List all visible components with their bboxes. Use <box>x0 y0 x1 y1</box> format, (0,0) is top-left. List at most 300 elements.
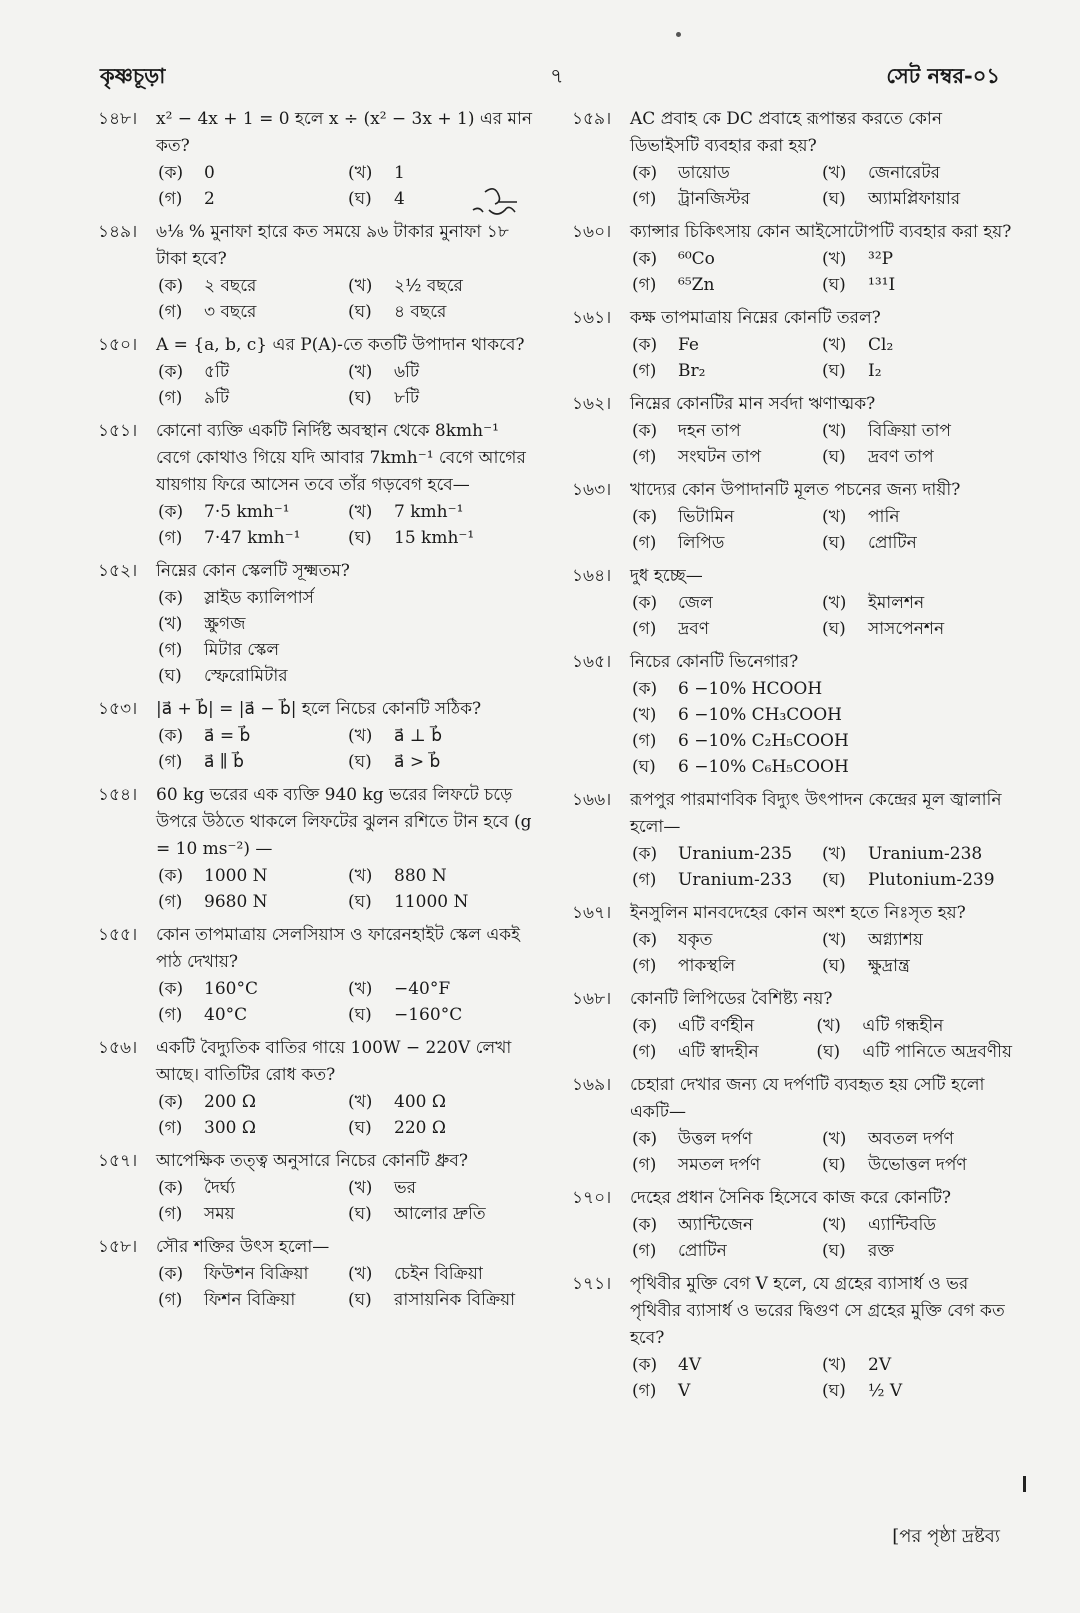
option-text: পানি <box>868 507 900 527</box>
option-label: (গ) <box>632 361 657 381</box>
option-text: স্ফেরোমিটার <box>204 666 288 686</box>
option-item <box>158 663 538 689</box>
option-text: ২ বছরে <box>204 276 257 296</box>
option-item <box>822 186 1012 212</box>
option-item <box>348 385 538 411</box>
question-text: দেহের প্রধান সৈনিক হিসেবে কাজ করে কোনটি? <box>630 1188 952 1208</box>
option-text: ২½ বছরে <box>394 276 463 296</box>
option-text: অগ্ন্যাশয় <box>868 930 923 950</box>
option-item <box>632 504 822 530</box>
option-text: উত্তল দর্পণ <box>678 1129 753 1149</box>
option-text: 1 <box>394 163 405 183</box>
question-item <box>98 696 538 775</box>
question-number: ১৭১। <box>572 1274 612 1294</box>
option-text: Br₂ <box>678 361 706 381</box>
option-text: 300 Ω <box>204 1118 256 1138</box>
option-text: 160°C <box>204 979 258 999</box>
option-label: (ক) <box>632 421 658 441</box>
options-grid <box>632 1212 1012 1264</box>
options-grid <box>632 1126 1012 1178</box>
option-label: (খ) <box>822 421 847 441</box>
continued-note: [পর পৃষ্ঠা দ্রষ্টব্য <box>892 1526 1000 1547</box>
option-label: (খ) <box>822 844 847 864</box>
question-text: নিম্নের কোনটির মান সর্বদা ঋণাত্মক? <box>630 394 876 414</box>
question-number: ১৫৭। <box>98 1151 138 1171</box>
option-item <box>348 160 538 186</box>
option-item <box>632 186 822 212</box>
option-text: এটি স্বাদহীন <box>678 1042 759 1062</box>
question-text: ক্যান্সার চিকিৎসায় কোন আইসোটোপটি ব্যবহার করা হয়? <box>630 222 1012 242</box>
option-item <box>632 332 822 358</box>
option-text: অবতল দর্পণ <box>868 1129 954 1149</box>
question-number: ১৪৮। <box>98 109 138 129</box>
option-item <box>632 246 822 272</box>
option-item <box>632 676 1012 702</box>
set-number: সেট নম্বর-০১ <box>886 63 1000 88</box>
option-label: (গ) <box>632 1241 657 1261</box>
option-item <box>822 272 1012 298</box>
question-text: কক্ষ তাপমাত্রায় নিম্নের কোনটি তরল? <box>630 308 881 328</box>
option-label: (খ) <box>348 1092 373 1112</box>
option-item <box>632 590 822 616</box>
option-label: (ঘ) <box>348 302 372 322</box>
option-label: (খ) <box>348 163 373 183</box>
option-label: (খ) <box>822 593 847 613</box>
question-item <box>572 649 1012 780</box>
option-label: (ক) <box>632 930 658 950</box>
question-text: কোন তাপমাত্রায় সেলসিয়াস ও ফারেনহাইট স্কেল একই পাঠ দেখায়? <box>156 925 521 972</box>
options-grid <box>632 841 1012 893</box>
option-label: (গ) <box>632 956 657 976</box>
option-text: অ্যামপ্লিফায়ার <box>868 189 961 209</box>
option-item <box>822 444 1012 470</box>
option-label: (গ) <box>632 447 657 467</box>
option-label: (গ) <box>632 731 657 751</box>
option-label: (গ) <box>632 189 657 209</box>
option-item <box>822 1212 1012 1238</box>
question-text: কোনটি লিপিডের বৈশিষ্ট্য নয়? <box>630 989 833 1009</box>
option-text: ৬টি <box>394 362 420 382</box>
question-number: ১৫০। <box>98 335 138 355</box>
option-item <box>158 1115 348 1141</box>
option-item <box>158 1201 348 1227</box>
question-item <box>572 563 1012 642</box>
option-text: 880 N <box>394 866 447 886</box>
option-text: 6 −10% CH₃COOH <box>678 705 843 725</box>
option-text: 9680 N <box>204 892 268 912</box>
option-text: −40°F <box>394 979 451 999</box>
options-grid <box>158 160 538 212</box>
option-label: (ঘ) <box>348 752 372 772</box>
option-text: ক্ষুদ্রান্ত্র <box>868 956 910 976</box>
option-item <box>348 186 538 212</box>
option-label: (গ) <box>632 1381 657 1401</box>
option-text: a⃗ > b⃗ <box>394 752 441 772</box>
options-grid <box>158 1089 538 1141</box>
option-text: স্ক্রুগজ <box>204 614 246 634</box>
option-text: এটি বর্ণহীন <box>678 1016 755 1036</box>
options-grid <box>632 927 1012 979</box>
option-label: (গ) <box>158 640 183 660</box>
option-item <box>158 749 348 775</box>
option-label: (গ) <box>632 533 657 553</box>
option-item <box>348 1115 538 1141</box>
option-label: (ক) <box>632 1355 658 1375</box>
option-text: সময় <box>204 1204 235 1224</box>
option-text: জেল <box>678 593 713 613</box>
option-label: (ক) <box>632 507 658 527</box>
option-text: রক্ত <box>868 1241 894 1261</box>
option-item <box>632 418 822 444</box>
question-number: ১৭০। <box>572 1188 612 1208</box>
option-text: ৮টি <box>394 388 420 408</box>
option-label: (খ) <box>348 1178 373 1198</box>
option-item <box>816 1013 1012 1039</box>
option-item <box>158 723 348 749</box>
option-item <box>158 160 348 186</box>
option-item <box>822 418 1012 444</box>
option-text: 1000 N <box>204 866 268 886</box>
question-item <box>572 305 1012 384</box>
option-label: (গ) <box>158 302 183 322</box>
option-text: Fe <box>678 335 699 355</box>
option-label: (খ) <box>822 507 847 527</box>
question-item <box>98 558 538 689</box>
option-label: (গ) <box>158 528 183 548</box>
option-label: (ক) <box>632 249 658 269</box>
margin-mark <box>1023 1476 1026 1492</box>
options-grid <box>632 418 1012 470</box>
option-label: (গ) <box>158 892 183 912</box>
option-item <box>822 246 1012 272</box>
option-text: ½ V <box>868 1381 903 1401</box>
option-label: (ক) <box>158 502 184 522</box>
options-grid <box>158 976 538 1028</box>
option-item <box>158 385 348 411</box>
question-item <box>572 391 1012 470</box>
option-label: (ক) <box>632 593 658 613</box>
option-text: চেইন বিক্রিয়া <box>394 1264 483 1284</box>
option-text: প্রোটিন <box>678 1241 727 1261</box>
option-label: (খ) <box>348 866 373 886</box>
option-text: ইমালশন <box>868 593 925 613</box>
question-item <box>98 1148 538 1227</box>
option-label: (ঘ) <box>822 870 846 890</box>
option-label: (খ) <box>822 1355 847 1375</box>
option-label: (ঘ) <box>348 1118 372 1138</box>
question-number: ১৬৯। <box>572 1075 612 1095</box>
option-text: প্রোটিন <box>868 533 917 553</box>
option-item <box>816 1039 1012 1065</box>
question-text: নিম্নের কোন স্কেলটি সূক্ষ্মতম? <box>156 561 350 581</box>
option-text: দহন তাপ <box>678 421 741 441</box>
question-text: চেহারা দেখার জন্য যে দর্পণটি ব্যবহৃত হয় সেটি হলো একটি— <box>630 1075 985 1122</box>
option-label: (ঘ) <box>822 533 846 553</box>
question-text: রূপপুর পারমাণবিক বিদ্যুৎ উৎপাদন কেন্দ্রের মূল জ্বালানি হলো— <box>630 790 1002 837</box>
option-label: (ঘ) <box>348 1204 372 1224</box>
option-item <box>632 530 822 556</box>
option-text: এ্যান্টিবডি <box>868 1215 936 1235</box>
option-text: 6 −10% HCOOH <box>678 679 823 699</box>
question-text: দুধ হচ্ছে— <box>630 566 703 586</box>
option-item <box>632 1212 822 1238</box>
question-number: ১৫১। <box>98 421 138 441</box>
option-text: সমতল দর্পণ <box>678 1155 761 1175</box>
question-text: আপেক্ষিক তত্ত্ব অনুসারে নিচের কোনটি ধ্রুব? <box>156 1151 468 1171</box>
option-item <box>822 1152 1012 1178</box>
option-text: ট্রানজিস্টর <box>678 189 751 209</box>
option-item <box>632 953 822 979</box>
options-grid <box>632 160 1012 212</box>
option-item <box>632 444 822 470</box>
option-text: −160°C <box>394 1005 463 1025</box>
option-item <box>632 927 822 953</box>
option-item <box>158 359 348 385</box>
option-label: (খ) <box>158 614 183 634</box>
option-text: লিপিড <box>678 533 725 553</box>
option-item <box>158 889 348 915</box>
option-text: পাকস্থলি <box>678 956 736 976</box>
option-item <box>158 1089 348 1115</box>
question-text: খাদ্যের কোন উপাদানটি মূলত পচনের জন্য দায়ী? <box>630 480 961 500</box>
option-text: V <box>678 1381 691 1401</box>
option-item <box>348 723 538 749</box>
option-label: (খ) <box>822 163 847 183</box>
option-item <box>158 299 348 325</box>
option-item <box>632 1152 822 1178</box>
question-text: A = {a, b, c} এর P(A)-তে কতটি উপাদান থাকবে? <box>156 335 525 355</box>
option-text: বিক্রিয়া তাপ <box>868 421 951 441</box>
option-text: ডায়োড <box>678 163 730 183</box>
option-item <box>348 1002 538 1028</box>
question-item <box>572 106 1012 212</box>
option-label: (ক) <box>632 679 658 699</box>
question-number: ১৬৩। <box>572 480 612 500</box>
option-text: রাসায়নিক বিক্রিয়া <box>394 1290 516 1310</box>
option-label: (ক) <box>632 1215 658 1235</box>
option-item <box>822 1238 1012 1264</box>
question-number: ১৫৬। <box>98 1038 138 1058</box>
question-text: নিচের কোনটি ভিনেগার? <box>630 652 799 672</box>
option-label: (ঘ) <box>348 892 372 912</box>
question-number: ১৫৯। <box>572 109 612 129</box>
option-text: মিটার স্কেল <box>204 640 280 660</box>
question-number: ১৬১। <box>572 308 612 328</box>
question-item <box>98 332 538 411</box>
option-item <box>348 525 538 551</box>
options-grid <box>158 863 538 915</box>
option-text: ৪ বছরে <box>394 302 447 322</box>
option-item <box>822 332 1012 358</box>
question-number: ১৬৭। <box>572 903 612 923</box>
option-label: (গ) <box>158 1005 183 1025</box>
options-grid <box>632 332 1012 384</box>
option-label: (ঘ) <box>632 757 656 777</box>
option-text: 7·47 kmh⁻¹ <box>204 528 301 548</box>
question-number: ১৫৫। <box>98 925 138 945</box>
option-text: 4 <box>394 189 405 209</box>
option-text: সংঘটন তাপ <box>678 447 762 467</box>
option-label: (ক) <box>158 979 184 999</box>
question-number: ১৫৮। <box>98 1237 138 1257</box>
option-item <box>822 504 1012 530</box>
question-item <box>572 1072 1012 1178</box>
option-text: 40°C <box>204 1005 248 1025</box>
option-item <box>822 616 1012 642</box>
option-label: (ক) <box>632 1129 658 1149</box>
option-label: (ঘ) <box>822 447 846 467</box>
option-text: ফিশন বিক্রিয়া <box>204 1290 296 1310</box>
option-label: (খ) <box>822 335 847 355</box>
option-label: (খ) <box>348 979 373 999</box>
option-label: (ক) <box>158 1092 184 1112</box>
option-text: 7·5 kmh⁻¹ <box>204 502 290 522</box>
options-grid <box>632 1352 1012 1404</box>
option-text: জেনারেটর <box>868 163 940 183</box>
option-label: (খ) <box>822 930 847 950</box>
option-text: ⁶⁵Zn <box>678 275 715 295</box>
option-item <box>158 1261 348 1287</box>
option-label: (গ) <box>632 619 657 639</box>
option-label: (গ) <box>158 388 183 408</box>
question-item <box>98 1234 538 1313</box>
option-label: (ঘ) <box>822 275 846 295</box>
option-item <box>348 1261 538 1287</box>
options-grid <box>158 273 538 325</box>
option-label: (গ) <box>158 1204 183 1224</box>
question-number: ১৬৫। <box>572 652 612 672</box>
option-item <box>632 1378 822 1404</box>
option-label: (ঘ) <box>348 1290 372 1310</box>
options-grid <box>632 590 1012 642</box>
question-text: 60 kg ভরের এক ব্যক্তি 940 kg ভরের লিফটে চড়ে উপরে উঠতে থাকলে লিফটের ঝুলন রশিতে টান হবে (g = 10 ms⁻²) — <box>156 785 532 859</box>
option-label: (ঘ) <box>348 388 372 408</box>
question-item <box>572 1185 1012 1264</box>
option-text: সাসপেনশন <box>868 619 945 639</box>
option-label: (ঘ) <box>822 619 846 639</box>
question-number: ১৬০। <box>572 222 612 242</box>
book-title: কৃষ্ণচূড়া <box>100 63 166 88</box>
option-item <box>348 863 538 889</box>
question-number: ১৬৪। <box>572 566 612 586</box>
option-item <box>822 160 1012 186</box>
option-text: ⁶⁰Co <box>678 249 715 269</box>
option-text: 4V <box>678 1355 702 1375</box>
question-text: ৬⅛ % মুনাফা হারে কত সময়ে ৯৬ টাকার মুনাফা ১৮ টাকা হবে? <box>156 222 509 269</box>
option-text: ভিটামিন <box>678 507 735 527</box>
option-label: (ক) <box>158 866 184 886</box>
option-item <box>632 754 1012 780</box>
options-grid <box>158 499 538 551</box>
option-text: Uranium-235 <box>678 844 793 864</box>
option-label: (গ) <box>158 1290 183 1310</box>
option-label: (গ) <box>632 1042 657 1062</box>
option-label: (ঘ) <box>822 1381 846 1401</box>
options-grid <box>158 585 538 689</box>
question-item <box>98 418 538 551</box>
option-label: (খ) <box>348 502 373 522</box>
option-item <box>158 637 538 663</box>
question-text: AC প্রবাহ কে DC প্রবাহে রূপান্তর করতে কোন ডিভাইসটি ব্যবহার করা হয়? <box>630 109 943 156</box>
option-item <box>158 273 348 299</box>
option-label: (ঘ) <box>822 361 846 381</box>
question-item <box>572 1271 1012 1404</box>
question-item <box>572 787 1012 893</box>
option-label: (ক) <box>158 276 184 296</box>
question-text: ইনসুলিন মানবদেহের কোন অংশ হতে নিঃসৃত হয়? <box>630 903 966 923</box>
page-number: ৭ <box>550 64 564 88</box>
speck-mark <box>676 32 681 37</box>
option-item <box>348 976 538 1002</box>
option-label: (ঘ) <box>158 666 182 686</box>
option-label: (গ) <box>158 189 183 209</box>
option-text: দ্রবণ <box>678 619 710 639</box>
option-label: (ঘ) <box>348 528 372 548</box>
option-item <box>632 272 822 298</box>
question-item <box>98 219 538 325</box>
option-text: আলোর দ্রুতি <box>394 1204 486 1224</box>
option-item <box>158 976 348 1002</box>
option-text: দৈর্ঘ্য <box>204 1178 236 1198</box>
option-item <box>348 1175 538 1201</box>
option-item <box>632 1126 822 1152</box>
question-text: সৌর শক্তির উৎস হলো— <box>156 1237 330 1257</box>
option-item <box>348 1089 538 1115</box>
option-text: ফিউশন বিক্রিয়া <box>204 1264 309 1284</box>
question-item <box>98 106 538 212</box>
option-label: (ক) <box>158 1264 184 1284</box>
option-item <box>348 1201 538 1227</box>
question-item <box>572 900 1012 979</box>
option-label: (গ) <box>632 1155 657 1175</box>
option-label: (ঘ) <box>822 956 846 976</box>
question-text: x² − 4x + 1 = 0 হলে x ÷ (x² − 3x + 1) এর মান কত? <box>156 109 533 156</box>
question-text: |a⃗ + b⃗| = |a⃗ − b⃗| হলে নিচের কোনটি সঠিক? <box>156 699 482 719</box>
option-item <box>822 358 1012 384</box>
option-item <box>348 273 538 299</box>
option-item <box>158 863 348 889</box>
option-item <box>632 1352 822 1378</box>
option-item <box>822 927 1012 953</box>
option-text: ¹³¹I <box>868 275 896 295</box>
option-item <box>158 1002 348 1028</box>
option-text: I₂ <box>868 361 882 381</box>
option-item <box>158 1287 348 1313</box>
option-text: 7 kmh⁻¹ <box>394 502 464 522</box>
question-number: ১৪৯। <box>98 222 138 242</box>
option-label: (খ) <box>348 362 373 382</box>
option-text: 15 kmh⁻¹ <box>394 528 475 548</box>
question-number: ১৫৪। <box>98 785 138 805</box>
question-number: ১৫৩। <box>98 699 138 719</box>
option-item <box>822 1378 1012 1404</box>
question-number: ১৫২। <box>98 561 138 581</box>
option-label: (খ) <box>822 1215 847 1235</box>
option-item <box>632 1013 816 1039</box>
option-text: 400 Ω <box>394 1092 446 1112</box>
option-label: (ক) <box>158 588 184 608</box>
option-item <box>632 702 1012 728</box>
question-text: কোনো ব্যক্তি একটি নির্দিষ্ট অবস্থান থেকে 8kmh⁻¹ বেগে কোথাও গিয়ে যদি আবার 7kmh⁻¹ বেগে আগের যায়গায় ফিরে আসেন তবে তাঁর গড়বেগ হবে— <box>156 421 526 495</box>
option-label: (খ) <box>348 1264 373 1284</box>
option-text: এটি গন্ধহীন <box>862 1016 944 1036</box>
option-text: ৩ বছরে <box>204 302 257 322</box>
option-item <box>348 889 538 915</box>
option-text: a⃗ ⊥ b⃗ <box>394 726 443 746</box>
option-text: Cl₂ <box>868 335 894 355</box>
option-item <box>158 499 348 525</box>
option-label: (গ) <box>632 870 657 890</box>
